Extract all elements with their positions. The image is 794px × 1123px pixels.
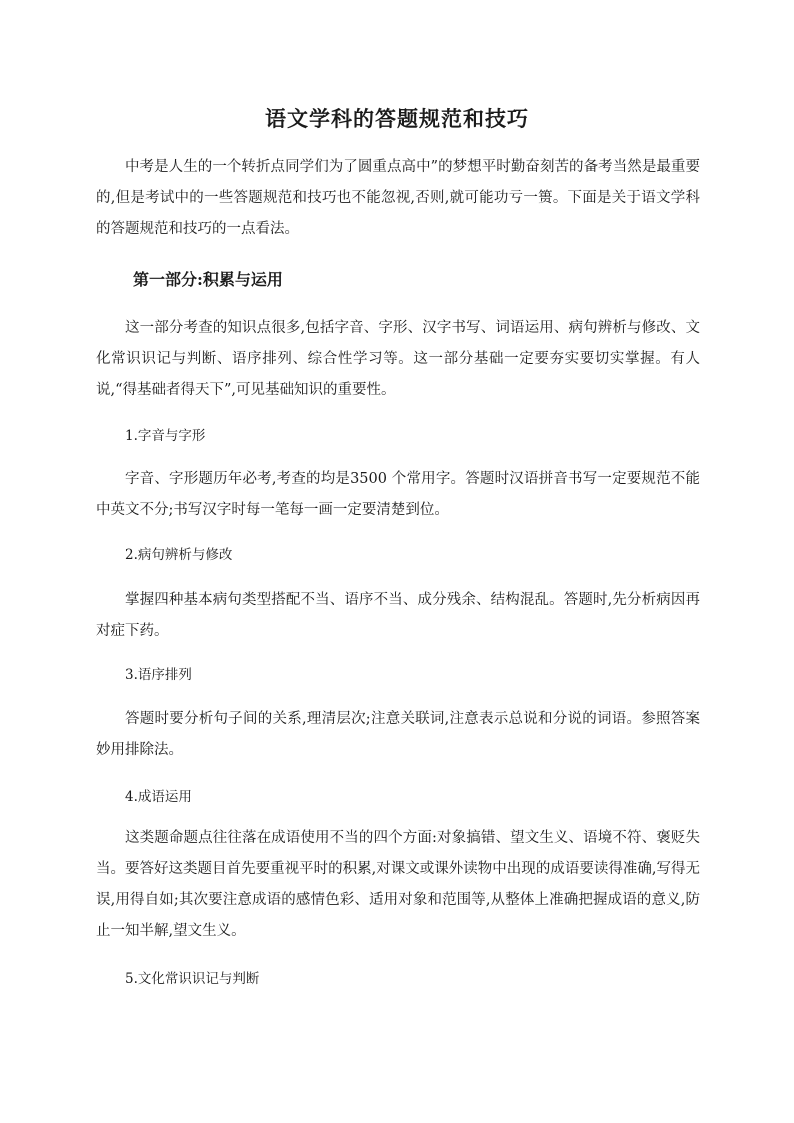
section-heading-1: 1.字音与字形 <box>125 428 206 444</box>
section-body-1: 字音、字形题历年必考,考查的均是3500 个常用字。答题时汉语拼音书写一定要规范不能中英文不分;书写汉字时每一笔每一画一定要清楚到位。 <box>96 471 700 518</box>
section-heading-5: 5.文化常识识记与判断 <box>125 971 260 987</box>
section-heading-4: 4.成语运用 <box>125 789 192 805</box>
section-body-3: 答题时要分析句子间的关系,理清层次;注意关联词,注意表示总说和分说的词语。参照答案妙用排除法。 <box>96 711 700 758</box>
document-title: 语文学科的答题规范和技巧 <box>265 106 529 131</box>
intro-paragraph: 中考是人生的一个转折点同学们为了圆重点高中”的梦想平时勤奋刻苦的备考当然是最重要的,但是考试中的一些答题规范和技巧也不能忽视,否则,就可能功亏一篑。下面是关于语文学科的答题规范和技巧的一点看法。 <box>96 159 700 237</box>
section-heading-2: 2.病句辨析与修改 <box>125 547 233 563</box>
section-heading-3: 3.语序排列 <box>125 667 192 683</box>
section-body-4: 这类题命题点往往落在成语使用不当的四个方面:对象搞错、望文生义、语境不符、褒贬失当。要答好这类题目首先要重视平时的积累,对课文或课外读物中出现的成语要读得准确,写得无误,用得自如;其次要注意成语的感情色彩、适用对象和范围等,从整体上准确把握成语的意义,防止一知半解,望文生义。 <box>96 830 700 939</box>
part1-intro-paragraph: 这一部分考查的知识点很多,包括字音、字形、汉字书写、词语运用、病句辨析与修改、文化常识识记与判断、语序排列、综合性学习等。这一部分基础一定要夯实要切实掌握。有人说,“得基础者得天下”,可见基础知识的重要性。 <box>96 320 700 398</box>
section-body-2: 掌握四种基本病句类型搭配不当、语序不当、成分残余、结构混乱。答题时,先分析病因再对症下药。 <box>96 592 700 639</box>
part1-heading: 第一部分:积累与运用 <box>133 270 283 289</box>
